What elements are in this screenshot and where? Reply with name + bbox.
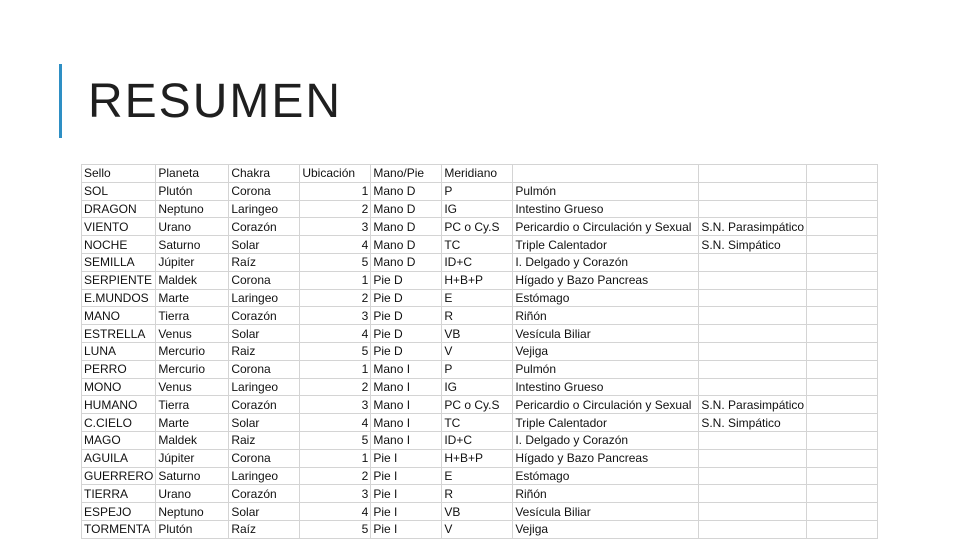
- cell-sello: AGUILA: [82, 449, 156, 467]
- cell-sistema-nervioso: [699, 360, 807, 378]
- cell-sello: VIENTO: [82, 218, 156, 236]
- table-row: [82, 236, 878, 254]
- cell-sistema-nervioso: [699, 289, 807, 307]
- cell-organo: Hígado y Bazo Pancreas: [513, 271, 699, 289]
- cell-mano-pie: Pie I: [371, 503, 442, 521]
- cell-ubicacion: 3: [300, 485, 371, 503]
- cell-sistema-nervioso: S.N. Simpático: [699, 236, 807, 254]
- cell-extra: [807, 467, 878, 485]
- cell-organo: Pericardio o Circulación y Sexual: [513, 396, 699, 414]
- cell-mano-pie: Mano D: [371, 218, 442, 236]
- table-row: [82, 396, 878, 414]
- cell-chakra: Solar: [229, 325, 300, 343]
- cell-extra: [807, 520, 878, 538]
- cell-mano-pie: Mano D: [371, 236, 442, 254]
- table-row: [82, 182, 878, 200]
- cell-mano-pie: Pie D: [371, 325, 442, 343]
- cell-sistema-nervioso: [699, 520, 807, 538]
- cell-sello: SERPIENTE: [82, 271, 156, 289]
- cell-meridiano: TC: [442, 414, 513, 432]
- cell-extra: [807, 360, 878, 378]
- cell-meridiano: PC o Cy.S: [442, 218, 513, 236]
- cell-chakra: Raíz: [229, 253, 300, 271]
- cell-chakra: Corona: [229, 182, 300, 200]
- cell-meridiano: R: [442, 485, 513, 503]
- cell-extra: [807, 289, 878, 307]
- cell-organo: Intestino Grueso: [513, 378, 699, 396]
- cell-organo: Hígado y Bazo Pancreas: [513, 449, 699, 467]
- cell-sello: ESTRELLA: [82, 325, 156, 343]
- cell-chakra: Raíz: [229, 520, 300, 538]
- cell-chakra: Raiz: [229, 342, 300, 360]
- cell-sistema-nervioso: [699, 253, 807, 271]
- cell-ubicacion: 1: [300, 360, 371, 378]
- cell-chakra: Laringeo: [229, 200, 300, 218]
- table-row: [82, 218, 878, 236]
- cell-sello: MANO: [82, 307, 156, 325]
- header-cell-sistema-nervioso: [699, 165, 807, 183]
- cell-extra: [807, 182, 878, 200]
- cell-sello: HUMANO: [82, 396, 156, 414]
- table-row: [82, 414, 878, 432]
- cell-sello: E.MUNDOS: [82, 289, 156, 307]
- cell-sistema-nervioso: [699, 307, 807, 325]
- cell-sello: PERRO: [82, 360, 156, 378]
- cell-sello: GUERRERO: [82, 467, 156, 485]
- cell-planeta: Plutón: [156, 520, 229, 538]
- cell-planeta: Neptuno: [156, 503, 229, 521]
- cell-planeta: Júpiter: [156, 449, 229, 467]
- cell-meridiano: V: [442, 342, 513, 360]
- cell-extra: [807, 307, 878, 325]
- cell-organo: Vesícula Biliar: [513, 325, 699, 343]
- cell-sello: ESPEJO: [82, 503, 156, 521]
- header-cell-extra: [807, 165, 878, 183]
- cell-extra: [807, 236, 878, 254]
- cell-extra: [807, 253, 878, 271]
- cell-ubicacion: 3: [300, 218, 371, 236]
- cell-chakra: Raiz: [229, 431, 300, 449]
- cell-organo: I. Delgado y Corazón: [513, 253, 699, 271]
- cell-meridiano: E: [442, 289, 513, 307]
- header-cell-chakra: Chakra: [229, 165, 300, 183]
- cell-planeta: Neptuno: [156, 200, 229, 218]
- table-row: [82, 520, 878, 538]
- table-row: [82, 485, 878, 503]
- cell-planeta: Urano: [156, 485, 229, 503]
- cell-mano-pie: Pie D: [371, 271, 442, 289]
- cell-planeta: Marte: [156, 289, 229, 307]
- header-cell-meridiano: Meridiano: [442, 165, 513, 183]
- cell-meridiano: P: [442, 360, 513, 378]
- cell-organo: I. Delgado y Corazón: [513, 431, 699, 449]
- cell-sello: MAGO: [82, 431, 156, 449]
- cell-sistema-nervioso: [699, 342, 807, 360]
- cell-sistema-nervioso: [699, 200, 807, 218]
- table-row: [82, 467, 878, 485]
- cell-chakra: Laringeo: [229, 378, 300, 396]
- cell-organo: Estómago: [513, 289, 699, 307]
- cell-meridiano: E: [442, 467, 513, 485]
- cell-extra: [807, 449, 878, 467]
- cell-planeta: Urano: [156, 218, 229, 236]
- cell-organo: Pulmón: [513, 360, 699, 378]
- cell-meridiano: IG: [442, 200, 513, 218]
- cell-ubicacion: 1: [300, 449, 371, 467]
- cell-chakra: Corazón: [229, 396, 300, 414]
- cell-chakra: Solar: [229, 503, 300, 521]
- cell-sistema-nervioso: [699, 325, 807, 343]
- cell-sistema-nervioso: S.N. Parasimpático: [699, 396, 807, 414]
- cell-organo: Riñón: [513, 307, 699, 325]
- cell-meridiano: PC o Cy.S: [442, 396, 513, 414]
- cell-sistema-nervioso: [699, 271, 807, 289]
- cell-meridiano: TC: [442, 236, 513, 254]
- header-cell-mano-pie: Mano/Pie: [371, 165, 442, 183]
- header-cell-planeta: Planeta: [156, 165, 229, 183]
- cell-chakra: Corona: [229, 360, 300, 378]
- cell-ubicacion: 2: [300, 289, 371, 307]
- cell-mano-pie: Pie D: [371, 307, 442, 325]
- table-row: [82, 289, 878, 307]
- cell-ubicacion: 2: [300, 378, 371, 396]
- cell-chakra: Corazón: [229, 485, 300, 503]
- cell-ubicacion: 4: [300, 325, 371, 343]
- cell-sello: SOL: [82, 182, 156, 200]
- cell-sistema-nervioso: [699, 378, 807, 396]
- cell-meridiano: ID+C: [442, 431, 513, 449]
- cell-organo: Vejiga: [513, 520, 699, 538]
- table-row: [82, 271, 878, 289]
- cell-sello: TORMENTA: [82, 520, 156, 538]
- cell-sello: SEMILLA: [82, 253, 156, 271]
- cell-planeta: Plutón: [156, 182, 229, 200]
- header-cell-sello: Sello: [82, 165, 156, 183]
- cell-chakra: Solar: [229, 414, 300, 432]
- cell-mano-pie: Pie I: [371, 520, 442, 538]
- cell-sello: DRAGON: [82, 200, 156, 218]
- cell-extra: [807, 378, 878, 396]
- table-row: [82, 360, 878, 378]
- cell-extra: [807, 271, 878, 289]
- table-row: [82, 200, 878, 218]
- cell-ubicacion: 3: [300, 396, 371, 414]
- cell-extra: [807, 503, 878, 521]
- cell-extra: [807, 325, 878, 343]
- cell-ubicacion: 5: [300, 342, 371, 360]
- slide-title: RESUMEN: [88, 75, 343, 128]
- cell-sistema-nervioso: [699, 431, 807, 449]
- cell-chakra: Corazón: [229, 218, 300, 236]
- cell-mano-pie: Mano I: [371, 378, 442, 396]
- cell-meridiano: VB: [442, 503, 513, 521]
- cell-planeta: Venus: [156, 378, 229, 396]
- cell-meridiano: VB: [442, 325, 513, 343]
- cell-extra: [807, 342, 878, 360]
- cell-meridiano: ID+C: [442, 253, 513, 271]
- cell-chakra: Laringeo: [229, 289, 300, 307]
- cell-mano-pie: Mano D: [371, 182, 442, 200]
- cell-mano-pie: Pie I: [371, 467, 442, 485]
- cell-organo: Intestino Grueso: [513, 200, 699, 218]
- cell-planeta: Mercurio: [156, 342, 229, 360]
- cell-meridiano: R: [442, 307, 513, 325]
- table-row: [82, 378, 878, 396]
- cell-organo: Pericardio o Circulación y Sexual: [513, 218, 699, 236]
- cell-sello: MONO: [82, 378, 156, 396]
- table-row: [82, 325, 878, 343]
- cell-ubicacion: 1: [300, 182, 371, 200]
- cell-organo: Triple Calentador: [513, 414, 699, 432]
- cell-meridiano: H+B+P: [442, 271, 513, 289]
- cell-mano-pie: Pie I: [371, 449, 442, 467]
- cell-mano-pie: Mano D: [371, 200, 442, 218]
- cell-planeta: Maldek: [156, 431, 229, 449]
- cell-ubicacion: 4: [300, 414, 371, 432]
- header-cell-organo: [513, 165, 699, 183]
- spreadsheet-image: [81, 164, 878, 539]
- cell-ubicacion: 1: [300, 271, 371, 289]
- cell-meridiano: V: [442, 520, 513, 538]
- cell-mano-pie: Mano D: [371, 253, 442, 271]
- cell-planeta: Venus: [156, 325, 229, 343]
- cell-meridiano: P: [442, 182, 513, 200]
- table-row: [82, 431, 878, 449]
- cell-chakra: Laringeo: [229, 467, 300, 485]
- cell-planeta: Saturno: [156, 467, 229, 485]
- cell-planeta: Tierra: [156, 307, 229, 325]
- cell-ubicacion: 4: [300, 236, 371, 254]
- cell-planeta: Júpiter: [156, 253, 229, 271]
- cell-sello: C.CIELO: [82, 414, 156, 432]
- cell-sistema-nervioso: [699, 503, 807, 521]
- cell-sistema-nervioso: [699, 467, 807, 485]
- title-accent-bar: [59, 64, 62, 138]
- cell-ubicacion: 3: [300, 307, 371, 325]
- table-row: [82, 449, 878, 467]
- cell-mano-pie: Mano I: [371, 431, 442, 449]
- cell-extra: [807, 200, 878, 218]
- cell-sistema-nervioso: S.N. Simpático: [699, 414, 807, 432]
- table-row: [82, 253, 878, 271]
- cell-ubicacion: 5: [300, 431, 371, 449]
- cell-planeta: Mercurio: [156, 360, 229, 378]
- cell-sello: LUNA: [82, 342, 156, 360]
- cell-organo: Pulmón: [513, 182, 699, 200]
- cell-sistema-nervioso: [699, 449, 807, 467]
- cell-meridiano: IG: [442, 378, 513, 396]
- cell-organo: Vesícula Biliar: [513, 503, 699, 521]
- summary-table: [81, 164, 878, 539]
- table-header-row: [82, 165, 878, 183]
- cell-sistema-nervioso: [699, 485, 807, 503]
- cell-mano-pie: Pie D: [371, 289, 442, 307]
- cell-mano-pie: Mano I: [371, 360, 442, 378]
- cell-sello: TIERRA: [82, 485, 156, 503]
- cell-sistema-nervioso: S.N. Parasimpático: [699, 218, 807, 236]
- cell-chakra: Corazón: [229, 307, 300, 325]
- cell-mano-pie: Mano I: [371, 414, 442, 432]
- cell-mano-pie: Pie I: [371, 485, 442, 503]
- cell-extra: [807, 396, 878, 414]
- cell-chakra: Corona: [229, 449, 300, 467]
- cell-meridiano: H+B+P: [442, 449, 513, 467]
- cell-ubicacion: 2: [300, 467, 371, 485]
- cell-mano-pie: Mano I: [371, 396, 442, 414]
- header-cell-ubicacion: Ubicación: [300, 165, 371, 183]
- table-row: [82, 307, 878, 325]
- cell-sello: NOCHE: [82, 236, 156, 254]
- cell-planeta: Maldek: [156, 271, 229, 289]
- cell-organo: Estómago: [513, 467, 699, 485]
- table-row: [82, 503, 878, 521]
- cell-ubicacion: 5: [300, 520, 371, 538]
- cell-extra: [807, 431, 878, 449]
- cell-extra: [807, 414, 878, 432]
- cell-organo: Riñón: [513, 485, 699, 503]
- cell-organo: Triple Calentador: [513, 236, 699, 254]
- cell-chakra: Solar: [229, 236, 300, 254]
- table-row: [82, 342, 878, 360]
- cell-ubicacion: 4: [300, 503, 371, 521]
- cell-extra: [807, 485, 878, 503]
- cell-mano-pie: Pie D: [371, 342, 442, 360]
- cell-planeta: Tierra: [156, 396, 229, 414]
- cell-sistema-nervioso: [699, 182, 807, 200]
- cell-extra: [807, 218, 878, 236]
- cell-ubicacion: 2: [300, 200, 371, 218]
- cell-organo: Vejiga: [513, 342, 699, 360]
- cell-ubicacion: 5: [300, 253, 371, 271]
- cell-planeta: Marte: [156, 414, 229, 432]
- cell-planeta: Saturno: [156, 236, 229, 254]
- cell-chakra: Corona: [229, 271, 300, 289]
